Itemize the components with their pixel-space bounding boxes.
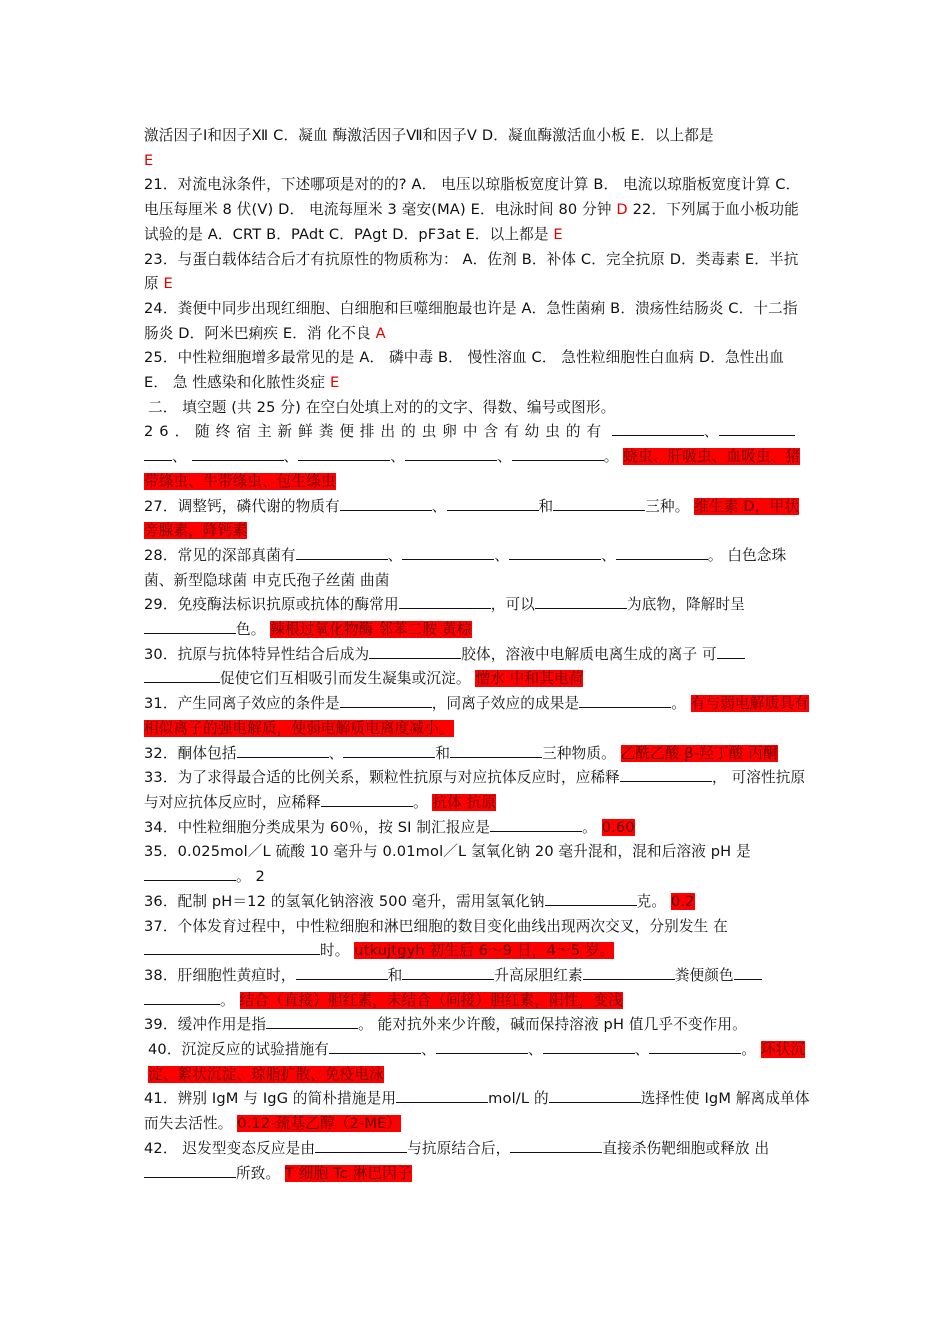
blank bbox=[340, 693, 432, 708]
question-33: 33．为了求得最合适的比例关系，颗粒性抗原与对应抗体反应时，应稀释 ， 可溶性抗原与对应抗体反应时，应稀释 。 抗体 抗原 bbox=[144, 769, 806, 811]
blank bbox=[620, 767, 712, 782]
answer-21: D bbox=[616, 201, 628, 219]
question-29: 29．免疫酶法标识抗原或抗体的酶常用 ，可以 为底物，降解时呈 色。 辣根过氧化物酶 邻苯二胺 黄棕 bbox=[144, 596, 745, 639]
question-31: 31．产生同离子效应的条件是 ，同离子效应的成果是 。 有与弱电解质具有相似离子的强电解质，使弱电解质电离度减小。 bbox=[144, 695, 809, 737]
blank bbox=[717, 644, 745, 659]
question-30: 30．抗原与抗体特异性结合后成为 胶体，溶液中电解质电离生成的离子 可 促使它们互相吸引而发生凝集或沉淀。 憎水 中和其电荷 bbox=[144, 643, 812, 692]
question-25: 25．中性粒细胞增多最常见的是 A． 磷中毒 B． 慢性溶血 C． 急性粒细胞性白血病 D．急性出血 E． 急 性感染和化脓性炎症 E bbox=[144, 349, 784, 392]
answer-27: 维生素 D，甲状旁腺素，降钙素 bbox=[144, 497, 799, 540]
blank bbox=[296, 545, 388, 560]
question-20-tail: 激活因子Ⅰ和因子Ⅻ C．凝血 酶激活因子Ⅶ和因子Ⅴ D．凝血酶激活血小板 E．以上都是 E bbox=[144, 127, 714, 169]
blank bbox=[436, 1039, 528, 1054]
blank bbox=[616, 545, 708, 560]
answer-24: A bbox=[375, 324, 386, 342]
answer-25: E bbox=[329, 374, 340, 392]
answer-42: T 细胞 Tc 淋巴因子 bbox=[285, 1164, 412, 1182]
blank bbox=[402, 545, 494, 560]
blank bbox=[329, 1039, 421, 1054]
blank bbox=[612, 421, 704, 436]
answer-22: E bbox=[553, 225, 563, 243]
answer-32: 乙酰乙酸 β-羟丁酸 丙酮 bbox=[620, 744, 778, 762]
blank bbox=[237, 743, 329, 758]
answer-37: utkujtgyh 初生后 6～9 日，4～5 岁。 bbox=[354, 942, 615, 960]
blank bbox=[579, 693, 671, 708]
answer-23: E bbox=[163, 275, 173, 293]
question-41: 41．辨别 IgM 与 IgG 的简朴措施是用 mol/L 的 选择性使 IgM 解离成单体而失去活性。 0.12-巯基乙醇（2-ME） bbox=[144, 1090, 810, 1133]
question-35: 35．0.025mol／L 硫酸 10 毫升与 0.01mol／L 氢氧化钠 20 毫升混和，混和后溶液 pH 是 。 2 bbox=[144, 843, 751, 886]
answer-29: 辣根过氧化物酶 邻苯二胺 黄棕 bbox=[270, 621, 472, 639]
blank bbox=[298, 446, 390, 461]
blank bbox=[144, 668, 220, 683]
question-27: 27．调整钙，磷代谢的物质有 、 和 三种。 维生素 D，甲状旁腺素，降钙素 bbox=[144, 497, 799, 540]
blank bbox=[296, 965, 388, 980]
blank bbox=[321, 792, 413, 807]
blank bbox=[512, 446, 604, 461]
blank bbox=[266, 1014, 358, 1029]
blank bbox=[545, 891, 637, 906]
blank bbox=[535, 594, 627, 609]
question-38: 38．肝细胞性黄疸时， 和 升高尿胆红素 粪便颜色 。 结合（直接）胆红素，未结合（间接）胆红素，阳性，变浅 bbox=[144, 964, 812, 1013]
question-40: 40．沉淀反应的试验措施有 、 、 、 。 环状沉淀、絮状沉淀、琼脂扩散、免疫电泳 bbox=[148, 1041, 806, 1083]
question-23: 23．与蛋白载体结合后才有抗原性的物质称为： A．佐剂 B．补体 C．完全抗原 D．类毒素 E．半抗原 E bbox=[144, 250, 799, 293]
blank bbox=[144, 990, 220, 1005]
question-34: 34．中性粒细胞分类成果为 60％，按 SI 制汇报应是 。 0.60 bbox=[144, 818, 635, 836]
answer-35: 2 bbox=[255, 868, 265, 886]
blank bbox=[340, 496, 432, 511]
question-21: 21．对流电泳条件，下述哪项是对的的? A． 电压以琼脂板宽度计算 B． 电流以琼脂板宽度计算 C． 电压每厘米 8 伏(V) D． 电流每厘米 3 毫安(MA) E．电泳时间 80 分钟 D 22．下列属于血小板功能试验的是 A．CRT B．PAdt C．PAgt D．pF3at E．以上都是 E bbox=[144, 176, 801, 243]
blank bbox=[144, 446, 172, 461]
answer-20: E bbox=[144, 151, 154, 169]
question-28: 28．常见的深部真菌有 、 、 、 。 白色念珠菌、新型隐球菌 申克氏孢子丝菌 曲菌 bbox=[144, 546, 787, 589]
blank bbox=[553, 496, 645, 511]
answer-26: 蛲虫、肝吸虫、血吸虫、猪带绦虫、牛带绦虫、包生绦虫 bbox=[144, 448, 801, 490]
blank bbox=[343, 743, 435, 758]
blank bbox=[447, 496, 539, 511]
blank bbox=[399, 594, 491, 609]
blank bbox=[405, 446, 497, 461]
blank bbox=[583, 965, 675, 980]
question-37: 37．个体发育过程中，中性粒细胞和淋巴细胞的数目变化曲线出现两次交叉，分别发生 在 时。 utkujtgyh 初生后 6～9 日，4～5 岁。 bbox=[144, 917, 728, 960]
document-page bbox=[144, 124, 812, 1186]
blank bbox=[490, 817, 582, 832]
blank bbox=[144, 940, 320, 955]
question-26: 26．随终宿主新鲜粪便排出的虫卵中含有幼虫的有 、 、 、 、 、 。 蛲虫、肝吸虫、血吸虫、猪带绦虫、牛带绦虫、包生绦虫 bbox=[144, 423, 801, 490]
question-24: 24．粪便中同步出现红细胞、白细胞和巨噬细胞最也许是 A．急性菌痢 B．溃疡性结肠炎 C．十二指肠炎 D．阿米巴痢疾 E．消 化不良 A bbox=[144, 299, 798, 342]
question-42: 42． 迟发型变态反应是由 与抗原结合后， 直接杀伤靶细胞或释放 出所致。 T 细胞 Tc 淋巴因子 bbox=[144, 1139, 770, 1182]
blank bbox=[315, 1138, 407, 1153]
question-39: 39．缓冲作用是指 。 能对抗外来少许酸，碱而保持溶液 pH 值几乎不变作用。 bbox=[144, 1016, 747, 1034]
blank bbox=[509, 545, 601, 560]
answer-28: 白色念珠菌、新型隐球菌 申克氏孢子丝菌 曲菌 bbox=[144, 546, 787, 589]
answer-40: 环状沉淀、絮状沉淀、琼脂扩散、免疫电泳 bbox=[148, 1041, 806, 1083]
blank bbox=[402, 965, 494, 980]
question-36: 36．配制 pH＝12 的氢氧化钠溶液 500 毫升，需用氢氧化钠 克。 0.2 bbox=[144, 892, 695, 910]
blank bbox=[192, 446, 284, 461]
blank bbox=[549, 1088, 641, 1103]
blank bbox=[649, 1039, 741, 1054]
answer-36: 0.2 bbox=[670, 892, 695, 910]
answer-30: 憎水 中和其电荷 bbox=[475, 670, 584, 688]
blank bbox=[369, 644, 461, 659]
blank bbox=[144, 1163, 236, 1178]
answer-38: 结合（直接）胆红素，未结合（间接）胆红素，阳性，变浅 bbox=[239, 991, 623, 1009]
answer-31: 有与弱电解质具有相似离子的强电解质，使弱电解质电离度减小。 bbox=[144, 695, 809, 737]
blank bbox=[396, 1088, 488, 1103]
blank bbox=[510, 1138, 602, 1153]
blank bbox=[734, 965, 762, 980]
question-32: 32．酮体包括 、 和 三种物质。 乙酰乙酸 β-羟丁酸 丙酮 bbox=[144, 744, 778, 762]
section-heading: 二． 填空题 (共 25 分) 在空白处填上对的的文字、得数、编号或图形。 bbox=[148, 398, 616, 416]
blank bbox=[450, 743, 542, 758]
answer-33: 抗体 抗原 bbox=[432, 793, 497, 811]
blank bbox=[144, 619, 236, 634]
answer-34: 0.60 bbox=[601, 818, 635, 836]
answer-41: 0.12-巯基乙醇（2-ME） bbox=[237, 1115, 402, 1133]
blank bbox=[719, 421, 795, 436]
blank bbox=[543, 1039, 635, 1054]
blank bbox=[144, 866, 236, 881]
